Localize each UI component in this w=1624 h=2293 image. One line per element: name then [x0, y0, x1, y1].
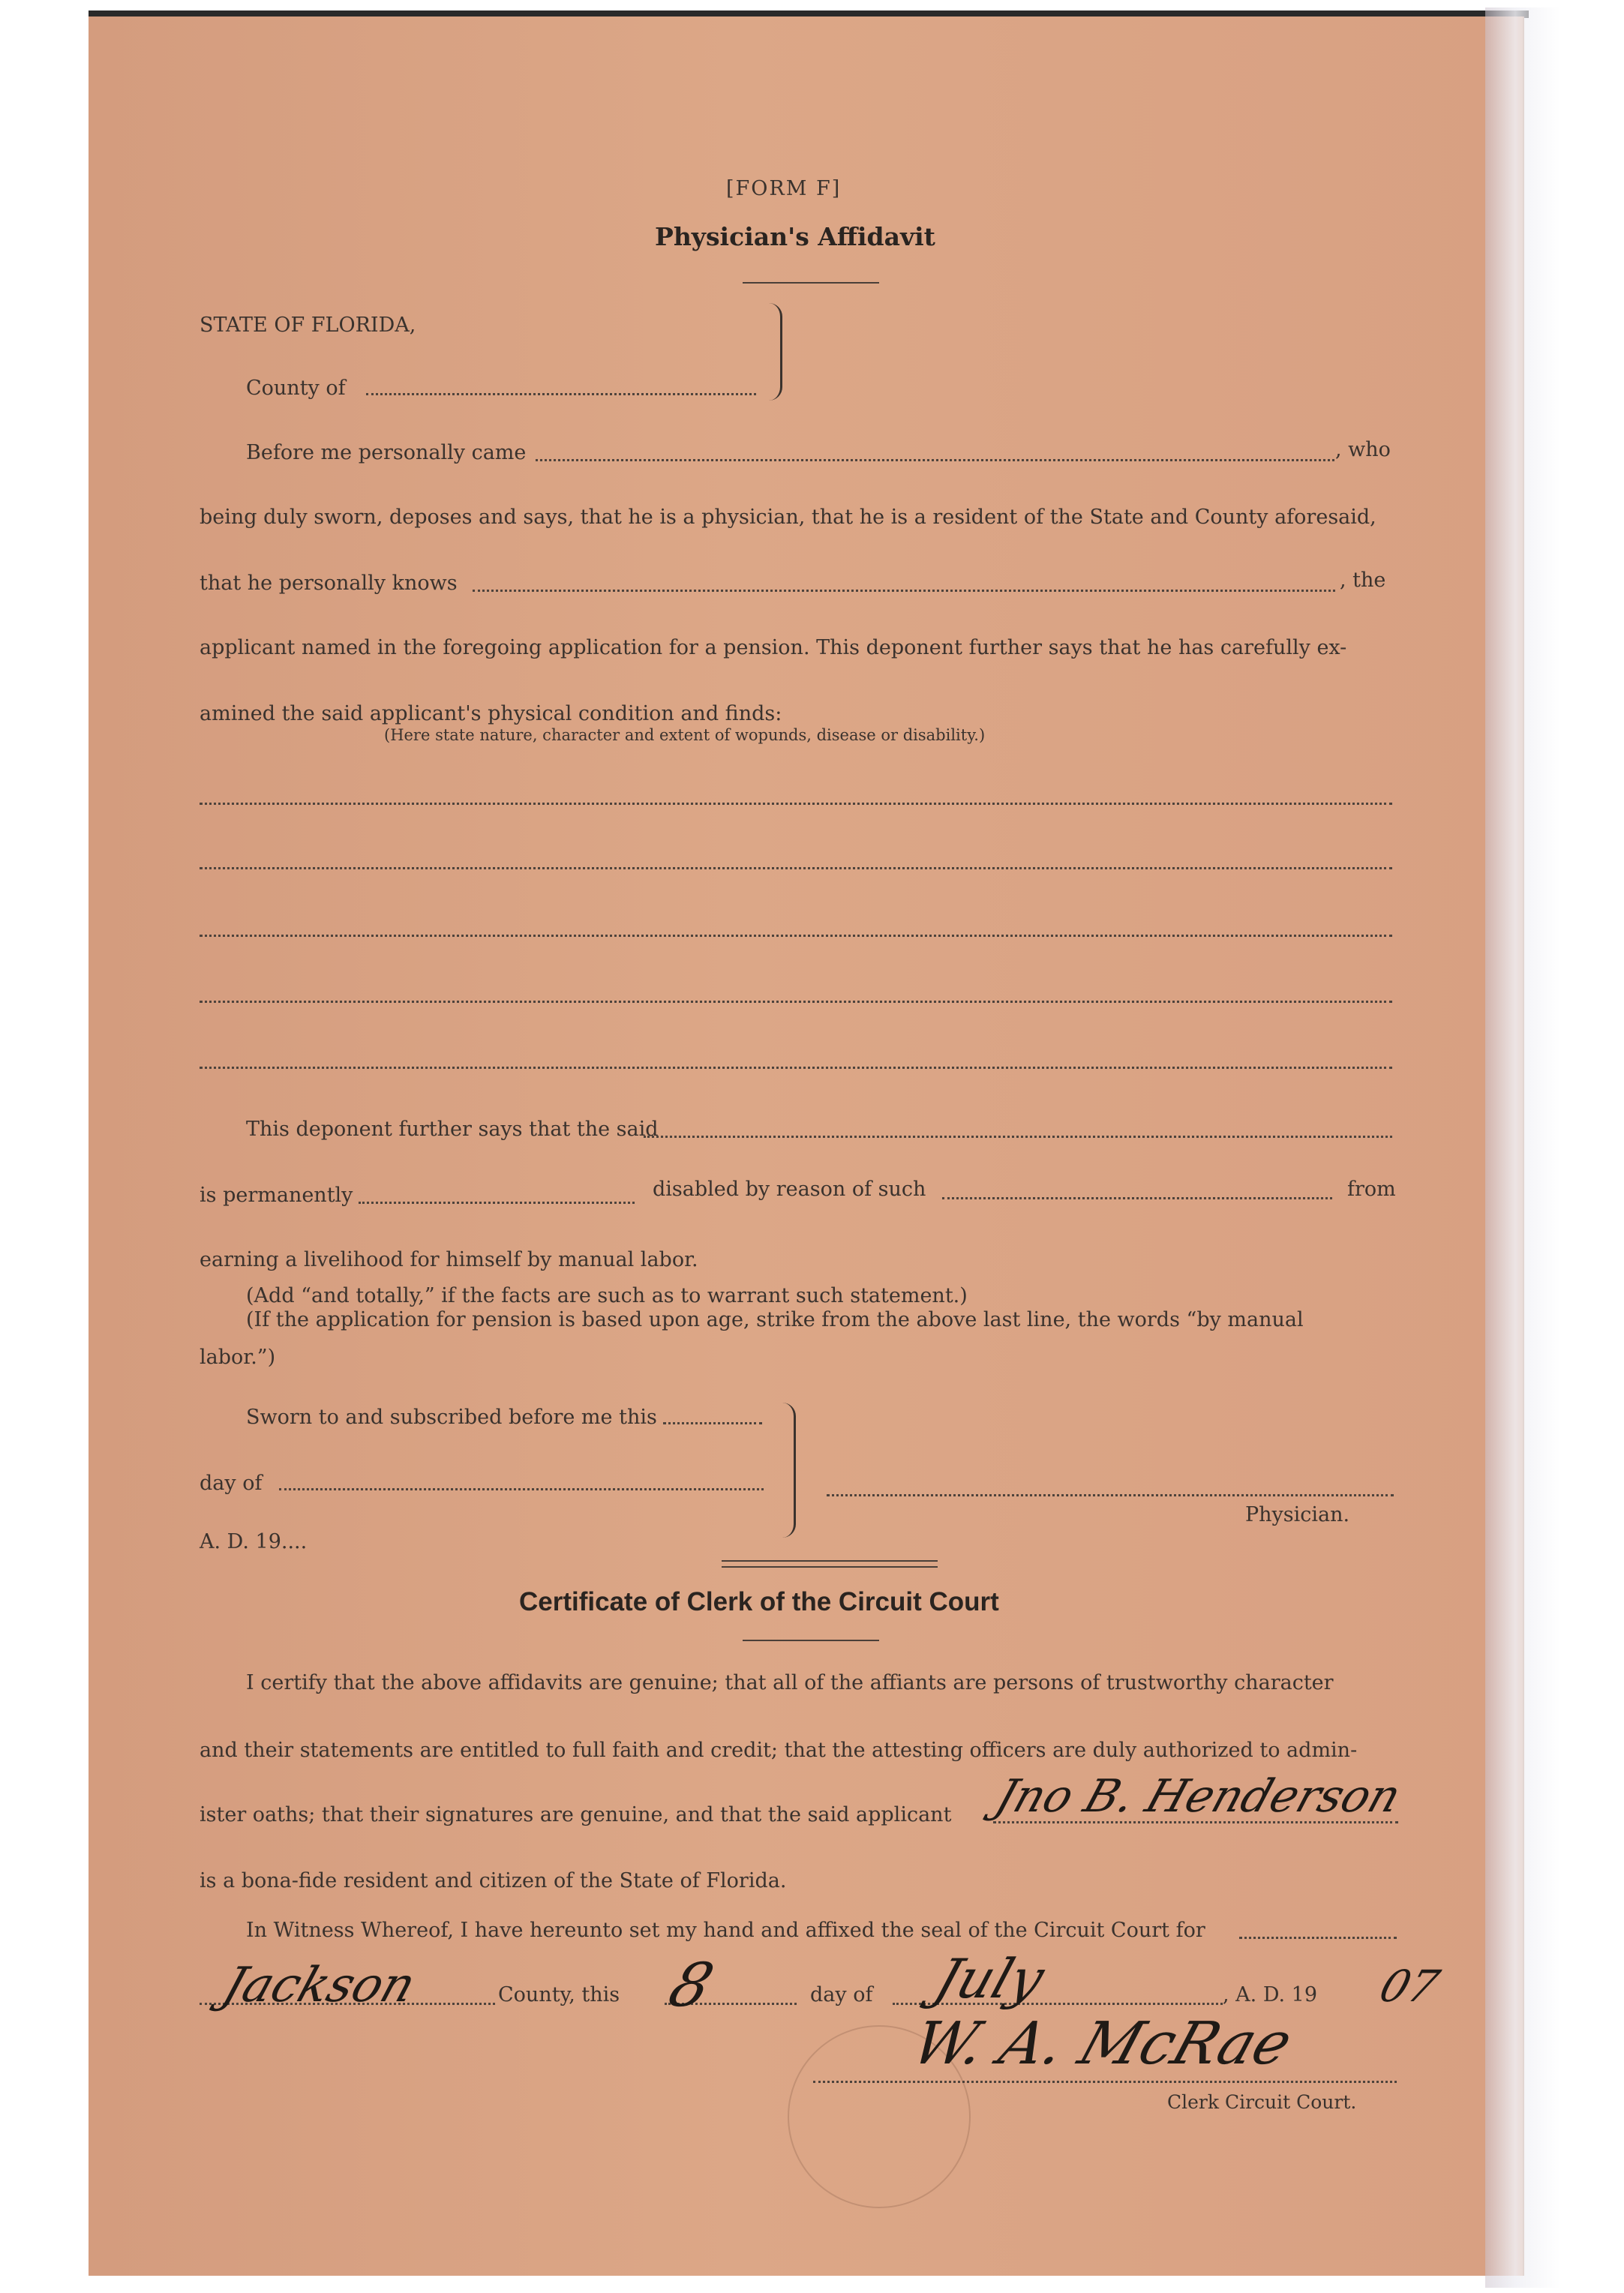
- court-county-field[interactable]: [1239, 1937, 1397, 1939]
- county-label: County of: [246, 377, 346, 400]
- findings-line-5[interactable]: [200, 1067, 1392, 1069]
- applicant-name-handwriting: Jno B. Henderson: [989, 1770, 1408, 1823]
- brace-state: [764, 303, 782, 401]
- sworn-day-field[interactable]: [663, 1422, 762, 1424]
- cert-line-4: is a bona-fide resident and citizen of the State of Florida.: [200, 1869, 787, 1892]
- cert-line-1: I certify that the above affidavits are genuine; that all of the affiants are persons of trustworthy character: [246, 1671, 1334, 1694]
- findings-line-3[interactable]: [200, 935, 1392, 937]
- disability-reason-field[interactable]: [942, 1197, 1332, 1199]
- sworn-line: being duly sworn, deposes and says, that he is a physician, that he is a resident of the State and County aforesaid,: [200, 506, 1376, 529]
- cert-double-rule-bottom: [722, 1566, 938, 1568]
- month-handwriting: July: [927, 1947, 1052, 2010]
- state-label: STATE OF FLORIDA,: [200, 314, 416, 337]
- further-says-text: This deponent further says that the said: [246, 1118, 659, 1141]
- before-me-text: Before me personally came: [246, 441, 527, 464]
- clerk-label: Clerk Circuit Court.: [1167, 2091, 1357, 2113]
- title-rule: [743, 282, 879, 284]
- cert-title-rule: [743, 1640, 879, 1641]
- page-title: Physician's Affidavit: [655, 222, 935, 251]
- day-of-2-text: day of: [810, 1983, 873, 2006]
- disabled-by-text: disabled by reason of such: [653, 1178, 926, 1201]
- applicant-named-line: applicant named in the foregoing application for a pension. This deponent further says that he has carefully ex-: [200, 636, 1347, 659]
- clerk-signature-handwriting: W. A. McRae: [904, 2010, 1301, 2078]
- examined-line: amined the said applicant's physical condition and finds:: [200, 702, 782, 725]
- brace-sworn: [773, 1403, 796, 1538]
- cert-double-rule-top: [722, 1560, 938, 1562]
- livelihood-text: earning a livelihood for himself by manual labor.: [200, 1248, 698, 1271]
- findings-line-2[interactable]: [200, 867, 1392, 869]
- the-text: , the: [1340, 569, 1386, 592]
- sworn-to-text: Sworn to and subscribed before me this: [246, 1406, 657, 1429]
- findings-line-1[interactable]: [200, 803, 1392, 805]
- cert-line-2: and their statements are entitled to full faith and credit; that the attesting officers are duly authorized to admin-: [200, 1739, 1358, 1762]
- plastic-sleeve: [1485, 8, 1560, 2288]
- cert-title: Certificate of Clerk of the Circuit Court: [519, 1587, 999, 1616]
- county-handwriting: Jackson: [215, 1958, 423, 2013]
- note-age-2: labor.”): [200, 1346, 276, 1369]
- said-applicant-field[interactable]: [644, 1136, 1392, 1138]
- physician-signature-line[interactable]: [827, 1494, 1394, 1496]
- physician-label: Physician.: [1245, 1503, 1350, 1526]
- permanently-text: is permanently: [200, 1184, 353, 1207]
- cert-line-3: ister oaths; that their signatures are genuine, and that the said applicant: [200, 1803, 952, 1826]
- day-of-text: day of: [200, 1472, 263, 1495]
- note-age-1: (If the application for pension is based upon age, strike from the above last line, the words “by manual: [246, 1308, 1304, 1331]
- applicant-known-field[interactable]: [473, 590, 1335, 592]
- deponent-name-field[interactable]: [536, 459, 1334, 461]
- sworn-month-field[interactable]: [279, 1488, 764, 1490]
- year-handwriting: 07: [1373, 1961, 1445, 2012]
- finds-note: (Here state nature, character and extent of wopunds, disease or disability.): [384, 726, 986, 744]
- clerk-signature-line[interactable]: [813, 2081, 1397, 2083]
- county-this-text: County, this: [498, 1983, 620, 2006]
- ad-text: A. D. 19....: [200, 1530, 308, 1553]
- permanently-field[interactable]: [359, 1202, 635, 1204]
- who-text: , who: [1335, 438, 1391, 461]
- from-text: from: [1347, 1178, 1396, 1201]
- note-totally: (Add “and totally,” if the facts are such as to warrant such statement.): [246, 1284, 968, 1307]
- county-field[interactable]: [366, 393, 756, 395]
- day-handwriting: 8: [660, 1950, 722, 2020]
- ad-19-text: , A. D. 19: [1223, 1983, 1318, 2006]
- form-label: [FORM F]: [726, 177, 842, 200]
- witness-line: In Witness Whereof, I have hereunto set my hand and affixed the seal of the Circuit Court for: [246, 1919, 1205, 1942]
- findings-line-4[interactable]: [200, 1001, 1392, 1003]
- personally-knows-text: that he personally knows: [200, 572, 458, 595]
